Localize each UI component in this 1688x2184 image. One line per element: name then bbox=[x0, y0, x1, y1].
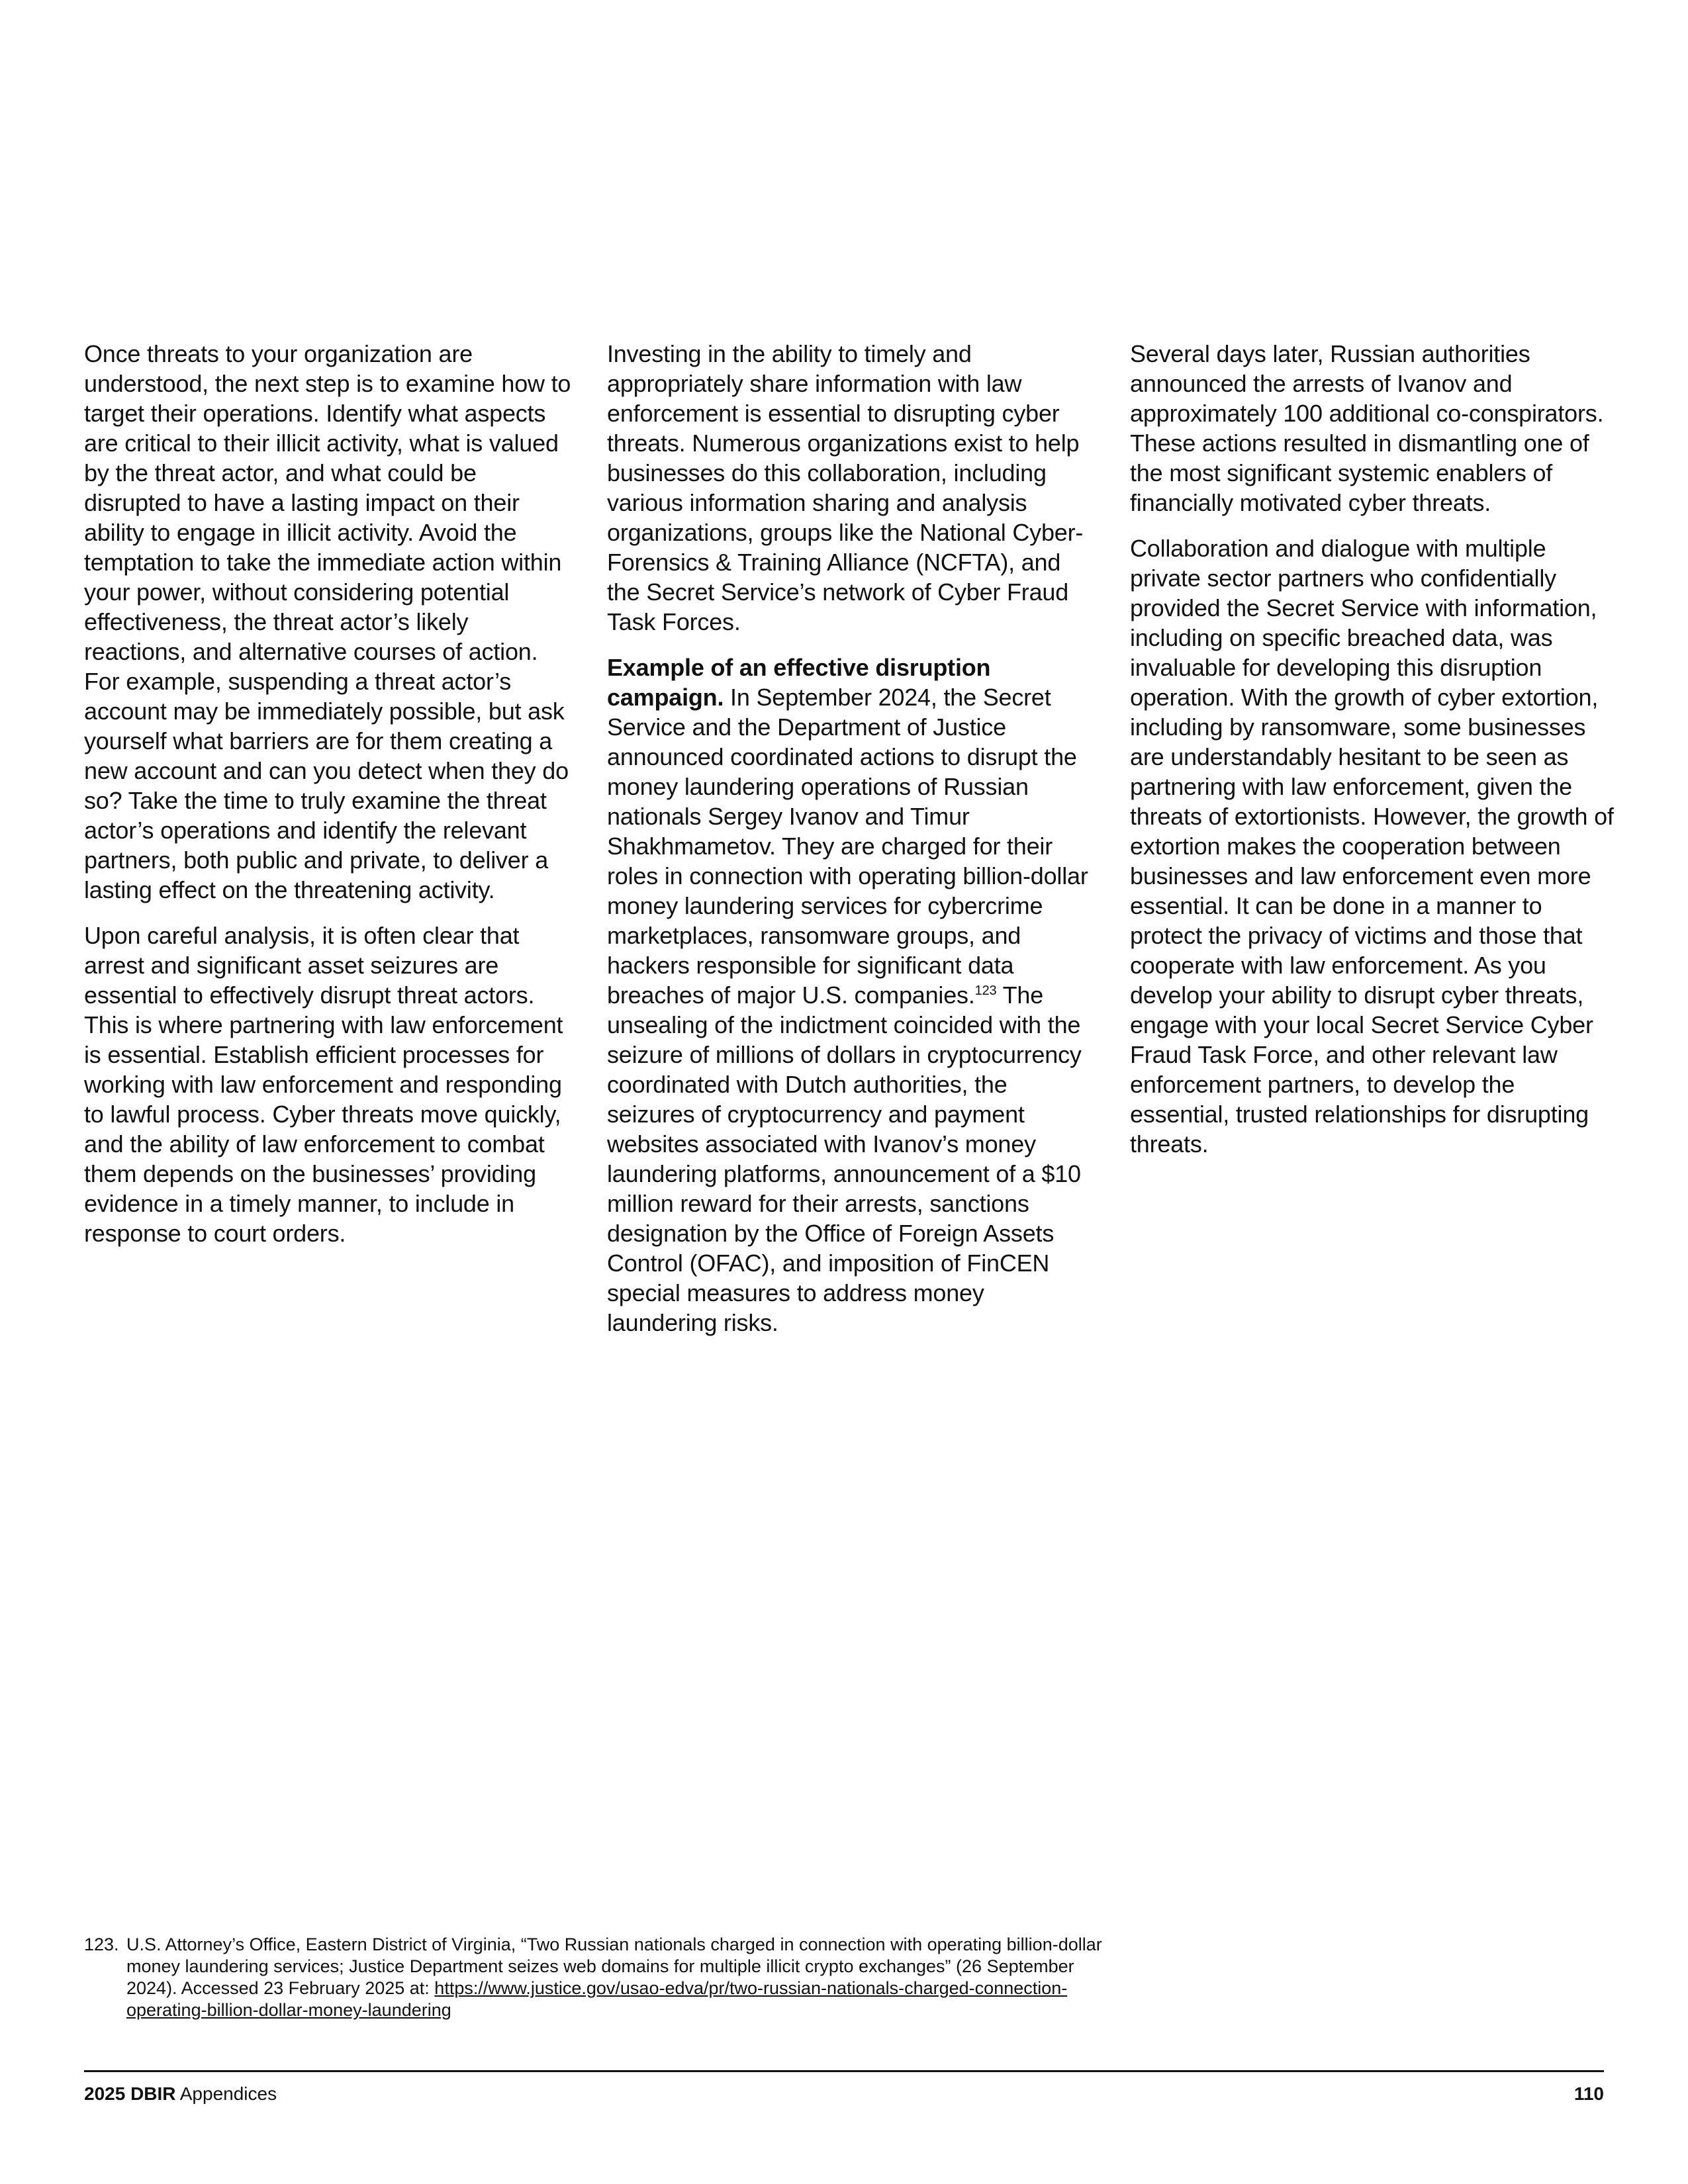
footnote-text bbox=[126, 1934, 1103, 2021]
report-name: 2025 DBIR bbox=[84, 2083, 176, 2104]
footer-report-title bbox=[84, 2082, 277, 2106]
paragraph-lead-in: Example of an effective disruption campaign. bbox=[607, 654, 991, 711]
paragraph: Investing in the ability to timely and appropriately share information with law enforcement is essential to disrupting cyber threats. Numerous organizations exist to help businesses do this collaboration, including various information sharing and analysis organizations, groups like the National Cyber-Forensics & Training Alliance (NCFTA), and the Secret Service’s network of Cyber Fraud Task Forces. bbox=[607, 340, 1084, 635]
paragraph: Upon careful analysis, it is often clear that arrest and significant asset seizures are essential to effectively disrupt threat actors. This is where partnering with law enforcement is essential. Establish efficient processes for working with law enforcement and responding to lawful process. Cyber threats move quickly, and the ability of law enforcement to combat them depends on the businesses’ providing evidence in a timely manner, to include in response to court orders. bbox=[84, 922, 563, 1247]
column-3 bbox=[1130, 339, 1620, 1175]
footer-divider bbox=[84, 2070, 1604, 2072]
page-number: 110 bbox=[1573, 2083, 1604, 2104]
page-footer bbox=[84, 2082, 1604, 2109]
paragraph: Collaboration and dialogue with multiple private sector partners who confidentially provided the Secret Service with information, including on specific breached data, was invaluable for developing this disruption operation. With the growth of cyber extortion, including by ransomware, some businesses are understandably hesitant to be seen as partnering with law enforcement, given the threats of extortionists. However, the growth of extortion makes the cooperation between businesses and law enforcement even more essential. It can be done in a manner to protect the privacy of victims and those that cooperate with law enforcement. As you develop your ability to disrupt cyber threats, engage with your local Secret Service Cyber Fraud Task Force, and other relevant law enforcement partners, to develop the essential, trusted relationships for disrupting threats. bbox=[1130, 535, 1614, 1158]
column-2 bbox=[607, 339, 1097, 1353]
footnote bbox=[84, 1934, 1103, 2021]
paragraph-disruption-example bbox=[607, 653, 1097, 1338]
footnote-link[interactable]: https://www.justice.gov/usao-edva/pr/two-russian-nationals-charged-connection-operating-billion-dollar-money-laundering bbox=[126, 1978, 1068, 2020]
paragraph-text: In September 2024, the Secret Service and the Department of Justice announced coordinated actions to disrupt the money laundering operations of Russian nationals Sergey Ivanov and Timur Shakhmametov. They are charged for their roles in connection with operating billion-dollar money laundering services for cybercrime marketplaces, ransomware groups, and hackers responsible for significant data breaches of major U.S. companies. bbox=[607, 684, 1088, 1009]
paragraph: Once threats to your organization are understood, the next step is to examine how to target their operations. Identify what aspects are critical to their illicit activity, what is valued by the threat actor, and what could be disrupted to have a lasting impact on their ability to engage in illicit activity. Avoid the temptation to take the immediate action within your power, without considering potential effectiveness, the threat actor’s likely reactions, and alternative courses of action. For example, suspending a threat actor’s account may be immediately possible, but ask yourself what barriers are for them creating a new account and can you detect when they do so? Take the time to truly examine the threat actor’s operations and identify the relevant partners, both public and private, to deliver a lasting effect on the threatening activity. bbox=[84, 340, 571, 903]
paragraph-text: The unsealing of the indictment coincided with the seizure of millions of dollars in cryptocurrency coordinated with Dutch authorities, the seizures of cryptocurrency and payment websites associated with Ivanov’s money laundering platforms, announcement of a $10 million reward for their arrests, sanctions designation by the Office of Foreign Assets Control (OFAC), and imposition of FinCEN special measures to address money laundering risks. bbox=[607, 981, 1082, 1336]
paragraph: Several days later, Russian authorities announced the arrests of Ivanov and approximately 100 additional co-conspirators. These actions resulted in dismantling one of the most significant systemic enablers of financially motivated cyber threats. bbox=[1130, 340, 1604, 516]
body-columns bbox=[84, 339, 1614, 1464]
footnote-citation: U.S. Attorney’s Office, Eastern District of Virginia, “Two Russian nationals charged in connection with operating billion-dollar money laundering services; Justice Department seizes web domains for multiple illicit crypto exchanges” (26 September 2024). Accessed 23 February 2025 at: bbox=[126, 1934, 1102, 1998]
report-section: Appendices bbox=[175, 2083, 277, 2104]
column-1 bbox=[84, 339, 574, 1264]
footnote-reference[interactable]: 123 bbox=[974, 983, 997, 998]
footnote-number: 123. bbox=[84, 1934, 119, 1954]
